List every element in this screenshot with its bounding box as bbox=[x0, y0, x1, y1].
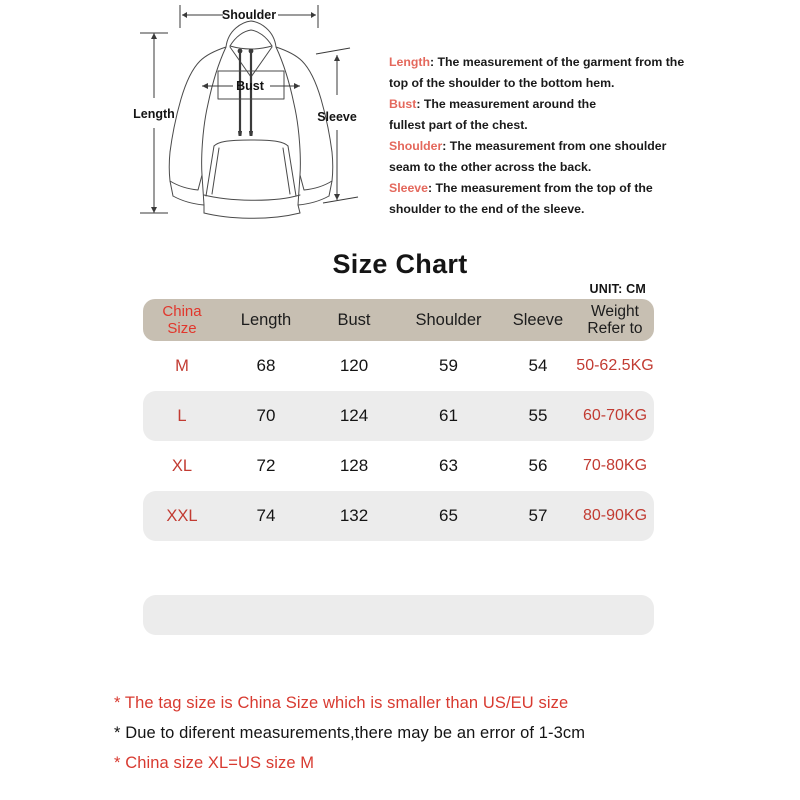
cell-sleeve: 54 bbox=[528, 356, 548, 375]
bust-dimension-label: Bust bbox=[236, 79, 264, 93]
page-title: Size Chart bbox=[332, 249, 468, 279]
description-text: fullest part of the chest. bbox=[389, 118, 528, 132]
cell-bust: 132 bbox=[339, 506, 369, 525]
shoulder-dimension-label: Shoulder bbox=[221, 8, 277, 22]
column-header-shoulder: Shoulder bbox=[415, 311, 482, 329]
cell-bust: 124 bbox=[339, 406, 369, 425]
cell-weight: 80-90KG bbox=[582, 507, 648, 524]
cell-length: 72 bbox=[256, 456, 276, 475]
sleeve-dimension-label: Sleeve bbox=[317, 110, 357, 124]
empty-row-bar bbox=[143, 595, 654, 635]
description-text: top of the shoulder to the bottom hem. bbox=[389, 76, 615, 90]
cell-size: L bbox=[177, 406, 187, 425]
cell-size: XL bbox=[171, 456, 193, 475]
description-line bbox=[389, 178, 689, 199]
garment-measurement-diagram bbox=[118, 0, 383, 235]
cell-length: 70 bbox=[256, 406, 276, 425]
note-line: * The tag size is China Size which is smaller than US/EU size bbox=[114, 694, 569, 712]
table-row bbox=[143, 391, 654, 441]
cell-weight: 70-80KG bbox=[582, 457, 648, 474]
column-header-bust: Bust bbox=[337, 311, 371, 329]
description-line bbox=[389, 199, 689, 220]
cell-shoulder: 61 bbox=[439, 406, 458, 425]
description-line bbox=[389, 157, 689, 178]
cell-bust: 128 bbox=[339, 456, 369, 475]
description-text: shoulder to the end of the sleeve. bbox=[389, 202, 585, 216]
table-row bbox=[143, 491, 654, 541]
note-line: * China size XL=US size M bbox=[114, 754, 315, 772]
description-text: : The measurement of the garment from the bbox=[429, 55, 685, 69]
cell-bust: 120 bbox=[339, 356, 369, 375]
length-dimension-label: Length bbox=[133, 107, 175, 121]
description-line bbox=[389, 115, 689, 136]
column-header-sleeve: Sleeve bbox=[512, 311, 564, 329]
column-header-length: Length bbox=[240, 311, 292, 329]
cell-shoulder: 63 bbox=[439, 456, 458, 475]
cell-weight: 50-62.5KG bbox=[576, 357, 654, 374]
description-term: Length bbox=[389, 55, 430, 69]
description-text: : The measurement from the top of the bbox=[427, 181, 653, 195]
measurement-descriptions bbox=[389, 52, 689, 220]
description-line bbox=[389, 73, 689, 94]
column-header-china-size: China Size bbox=[162, 303, 202, 337]
description-line bbox=[389, 94, 689, 115]
cell-size: M bbox=[175, 356, 189, 375]
description-term: Shoulder bbox=[389, 139, 443, 153]
unit-label: UNIT: CM bbox=[589, 282, 646, 296]
note-line: * Due to diferent measurements,there may be an error of 1-3cm bbox=[114, 724, 586, 742]
size-chart-table bbox=[143, 299, 654, 541]
description-term: Sleeve bbox=[389, 181, 428, 195]
cell-shoulder: 65 bbox=[439, 506, 458, 525]
footer-notes bbox=[114, 688, 734, 778]
table-row bbox=[143, 441, 654, 491]
cell-length: 68 bbox=[256, 356, 276, 375]
cell-sleeve: 56 bbox=[528, 456, 548, 475]
description-text: : The measurement from one shoulder bbox=[442, 139, 667, 153]
hoodie-diagram-svg bbox=[118, 0, 383, 235]
cell-length: 74 bbox=[256, 506, 276, 525]
description-text: : The measurement around the bbox=[416, 97, 597, 111]
description-term: Bust bbox=[389, 97, 417, 111]
cell-weight: 60-70KG bbox=[582, 407, 648, 424]
cell-sleeve: 55 bbox=[528, 406, 548, 425]
description-text: seam to the other across the back. bbox=[389, 160, 592, 174]
table-header-row bbox=[143, 299, 654, 341]
table-row bbox=[143, 341, 654, 391]
cell-sleeve: 57 bbox=[528, 506, 548, 525]
description-line bbox=[389, 52, 689, 73]
cell-size: XXL bbox=[166, 506, 198, 525]
description-line bbox=[389, 136, 689, 157]
cell-shoulder: 59 bbox=[439, 356, 458, 375]
column-header-weight: Weight Refer to bbox=[587, 303, 643, 337]
